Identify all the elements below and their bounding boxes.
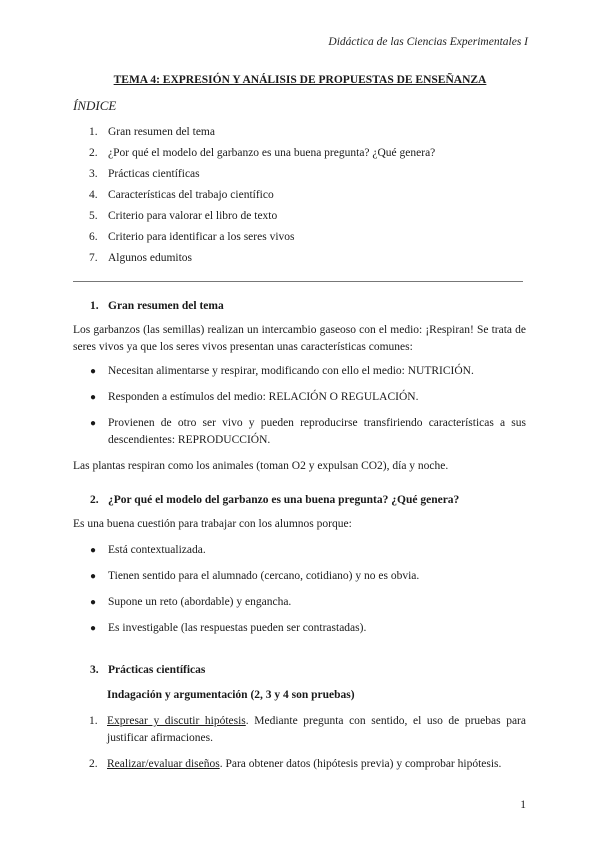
section-2-bullets (90, 542, 526, 637)
section-1-bullets (90, 363, 526, 449)
bullet-icon: ● (90, 545, 97, 556)
bullet-icon: ● (90, 418, 97, 429)
toc-item: 2. ¿Por qué el modelo del garbanzo es una buena pregunta? ¿Qué genera? (89, 147, 436, 159)
page-number: 1 (520, 799, 526, 811)
toc-item: 3. Prácticas científicas (89, 168, 200, 180)
section-1-closing: Las plantas respiran como los animales (toman O2 y expulsan CO2), día y noche. (73, 460, 449, 472)
toc-item: 7. Algunos edumitos (89, 252, 193, 264)
list-item: ● Provienen de otro ser vivo y pueden reproducirse transfiriendo características a sus descendientes: REPRODUCCIÓN. (90, 417, 526, 446)
section-3-list (90, 713, 526, 773)
list-item: ● Es investigable (las respuestas pueden ser contrastadas). (90, 620, 526, 637)
section-3-subtitle: Indagación y argumentación (2, 3 y 4 son pruebas) (107, 689, 355, 701)
section-2-intro: Es una buena cuestión para trabajar con los alumnos porque: (73, 518, 352, 530)
section-1-intro: Los garbanzos (las semillas) realizan un intercambio gaseoso con el medio: ¡Respiran! Se trata de seres vivos ya que los seres vivos presentan unas características comunes: (73, 324, 526, 353)
list-item: 1. Expresar y discutir hipótesis. Mediante pregunta con sentido, el uso de pruebas para justificar afirmaciones. (89, 715, 526, 744)
bullet-icon: ● (90, 623, 97, 634)
bullet-icon: ● (90, 392, 97, 403)
section-heading-2: 2. ¿Por qué el modelo del garbanzo es una buena pregunta? ¿Qué genera? (90, 494, 460, 506)
list-item: ● Responden a estímulos del medio: RELACIÓN O REGULACIÓN. (90, 389, 526, 406)
toc-item: 4. Características del trabajo científico (89, 189, 274, 201)
section-heading-3: 3. Prácticas científicas (90, 664, 206, 676)
list-item: ● Supone un reto (abordable) y engancha. (90, 594, 526, 611)
list-item: ● Está contextualizada. (90, 542, 526, 559)
toc-item: 6. Criterio para identificar a los seres vivos (89, 231, 295, 243)
section-heading-1: 1. Gran resumen del tema (90, 300, 224, 312)
table-of-contents (89, 122, 435, 269)
bullet-icon: ● (90, 571, 97, 582)
list-item: ● Tienen sentido para el alumnado (cercano, cotidiano) y no es obvia. (90, 568, 526, 585)
list-item: 2. Realizar/evaluar diseños. Para obtener datos (hipótesis previa) y comprobar hipótesis. (89, 758, 502, 770)
course-header: Didáctica de las Ciencias Experimentales I (328, 36, 528, 48)
toc-item: 5. Criterio para valorar el libro de texto (89, 210, 278, 222)
term-underlined: Expresar y discutir hipótesis (107, 715, 246, 727)
bullet-icon: ● (90, 597, 97, 608)
horizontal-divider (73, 281, 523, 282)
index-heading: ÍNDICE (73, 98, 117, 113)
bullet-icon: ● (90, 366, 97, 377)
list-item: ● Necesitan alimentarse y respirar, modificando con ello el medio: NUTRICIÓN. (90, 363, 526, 380)
document-title: TEMA 4: EXPRESIÓN Y ANÁLISIS DE PROPUESTAS DE ENSEÑANZA (113, 74, 487, 86)
term-underlined: Realizar/evaluar diseños (107, 758, 220, 770)
toc-item: 1. Gran resumen del tema (89, 126, 215, 138)
